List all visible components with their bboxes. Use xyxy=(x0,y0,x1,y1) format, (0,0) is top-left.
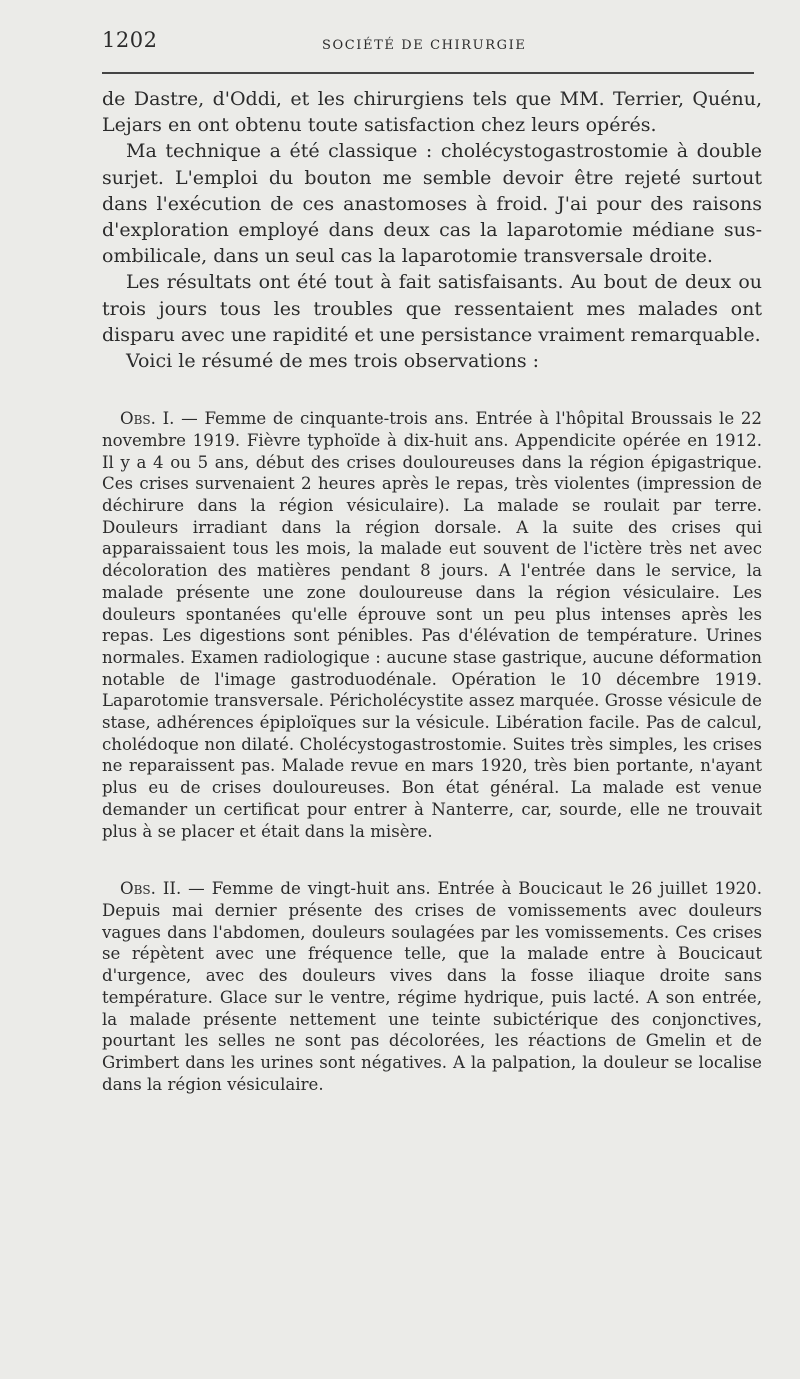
page-number: 1202 xyxy=(102,28,158,52)
observation-label: Obs. I. xyxy=(120,409,175,429)
paragraph: Les résultats ont été tout à fait satisfaisants. Au bout de deux ou trois jours tous les troubles que ressentaient mes malades ont disparu avec une rapidité et une persistance vraiment remarquable. xyxy=(102,271,762,346)
observation-text: — Femme de cinquante-trois ans. Entrée à l'hôpital Broussais le 22 novembre 1919. Fièvre typhoïde à dix-huit ans. Appendicite opérée en 1912. Il y a 4 ou 5 ans, début des crises douloureuses dans la région épigastrique. Ces crises survenaient 2 heures après le repas, très violentes (impression de déchirure dans la région vésiculaire). La malade se roulait par terre. Douleurs irradiant dans la région dorsale. A la suite des crises qui apparaissaient tous les mois, la malade eut souvent de l'ictère très net avec décoloration des matières pendant 8 jours. A l'entrée dans le service, la malade présente une zone douloureuse dans la région vésiculaire. Les douleurs spontanées qu'elle éprouve sont un peu plus intenses après les repas. Les digestions sont pénibles. Pas d'élévation de température. Urines normales. Examen radiologique : aucune stase gastrique, aucune déformation notable de l'image gastroduodénale. Opération le 10 décembre 1919. Laparotomie transversale. Péricholécystite assez marquée. Grosse vésicule de stase, adhérences épiploïques sur la vésicule. Libération facile. Pas de calcul, cholédoque non dilaté. Cholécystogastrostomie. Suites très simples, les crises ne reparaissent pas. Malade revue en mars 1920, très bien portante, n'ayant plus eu de crises douloureuses. Bon état général. La malade est venue demander un certificat pour entrer à Nanterre, car, sourde, elle ne trouvait plus à se placer et était dans la misère. xyxy=(102,409,762,841)
running-head: SOCIÉTÉ DE CHIRURGIE xyxy=(322,38,527,53)
paragraph: Voici le résumé de mes trois observations : xyxy=(126,350,540,373)
paragraph: Ma technique a été classique : cholécystogastrostomie à double surjet. L'emploi du bouton me semble devoir être rejeté surtout dans l'exécution de ces anastomoses à froid. J'ai pour des raisons d'exploration employé dans deux cas la laparotomie médiane sus-ombilicale, dans un seul cas la laparotomie transversale droite. xyxy=(102,140,762,268)
main-text xyxy=(102,86,762,374)
page-header xyxy=(102,28,762,60)
header-rule xyxy=(102,72,754,74)
observation-text: — Femme de vingt-huit ans. Entrée à Boucicaut le 26 juillet 1920. Depuis mai dernier présente des crises de vomissements avec douleurs vagues dans l'abdomen, douleurs soulagées par les vomissements. Ces crises se répètent avec une fréquence telle, que la malade entre à Boucicaut d'urgence, avec des douleurs vives dans la fosse iliaque droite sans température. Glace sur le ventre, régime hydrique, puis lacté. A son entrée, la malade présente nettement une teinte subictérique des conjonctives, pourtant les selles ne sont pas décolorées, les réactions de Gmelin et de Grimbert dans les urines sont négatives. A la palpation, la douleur se localise dans la région vésiculaire. xyxy=(102,879,763,1094)
observations xyxy=(102,408,762,1095)
paragraph: de Dastre, d'Oddi, et les chirurgiens tels que MM. Terrier, Quénu, Lejars en ont obtenu toute satisfaction chez leurs opérés. xyxy=(102,88,762,137)
observation-paragraph xyxy=(102,408,762,842)
observation-paragraph xyxy=(102,878,762,1095)
observation-label: Obs. II. xyxy=(120,879,182,899)
